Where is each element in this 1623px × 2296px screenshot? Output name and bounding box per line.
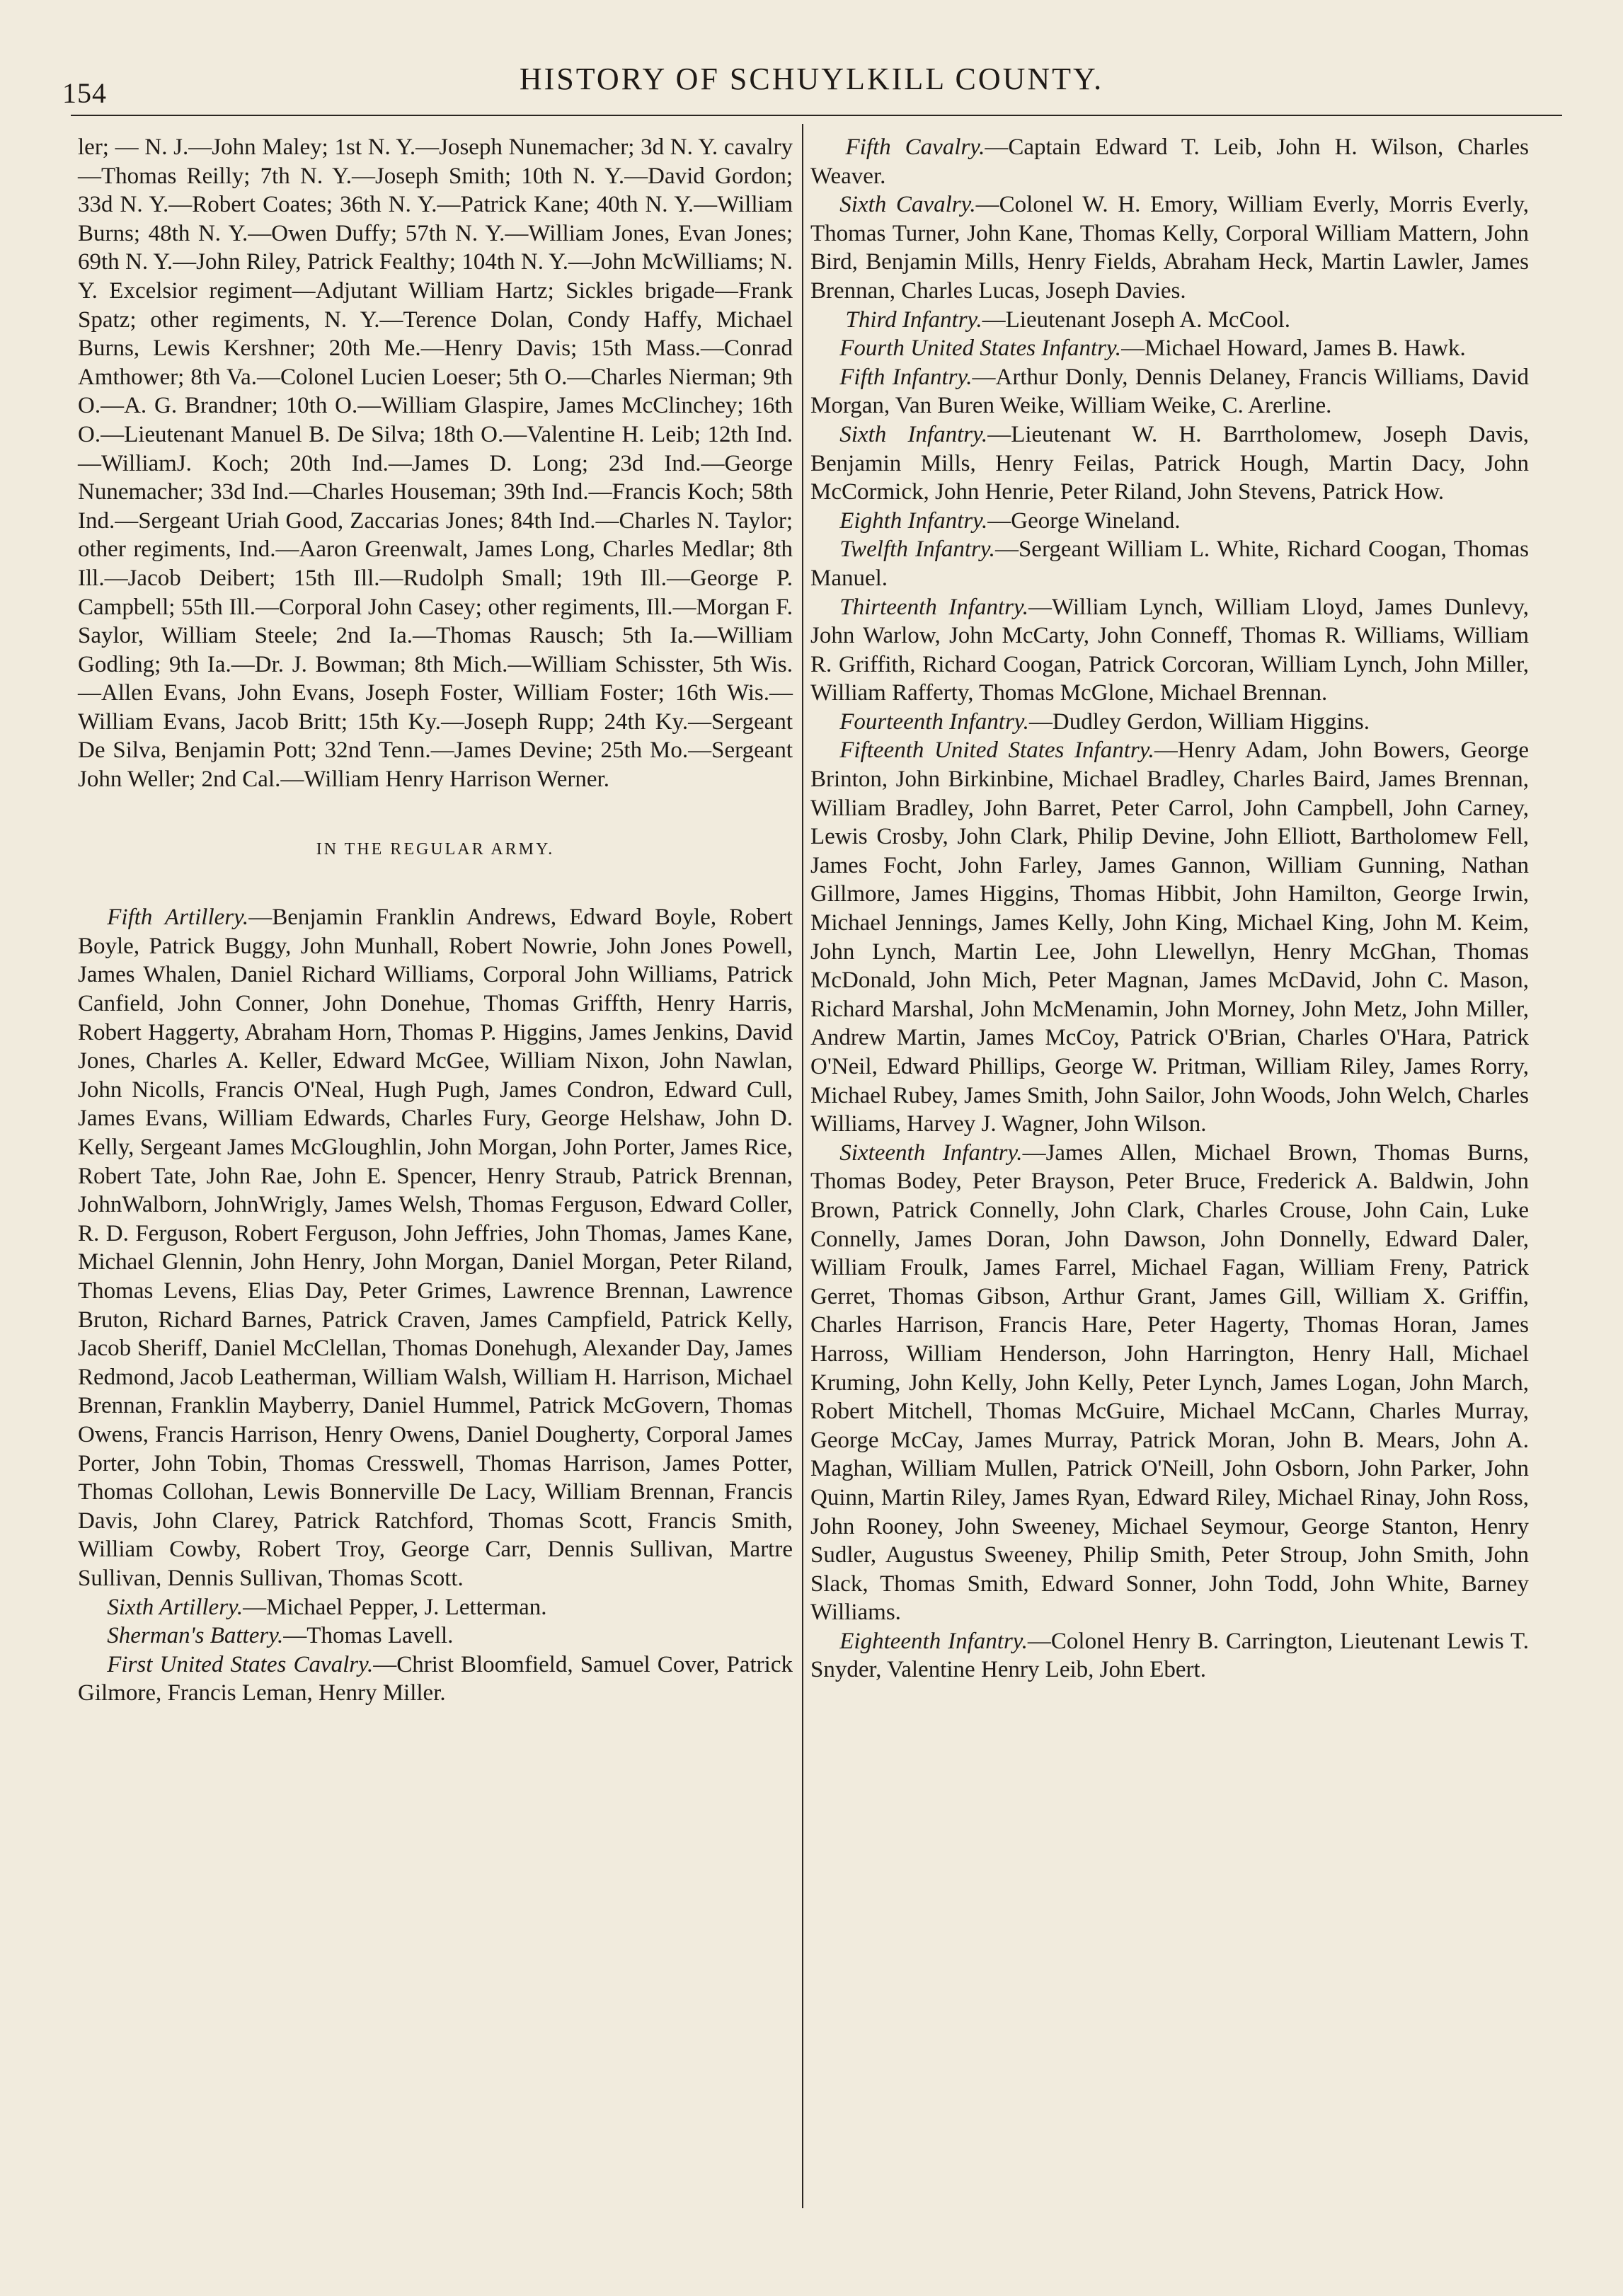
thirteenth-infantry-entry [810,593,1529,708]
header-rule [71,115,1562,116]
sixth-infantry-title: Sixth Infantry. [839,421,988,447]
fifth-artillery-entry [78,903,793,1592]
fifth-cavalry-title: Fifth Cavalry. [845,134,985,160]
eighteenth-infantry-names: —Colonel Henry B. Carrington, Lieutenant Lewis T. Snyder, Valentine Henry Leib, John Ebert. [810,1628,1530,1683]
fifth-cavalry-entry [810,133,1529,190]
column-divider [802,124,803,2208]
first-us-cavalry-entry [78,1651,793,1708]
fourth-us-infantry-entry [810,334,1529,363]
sixth-cavalry-title: Sixth Cavalry. [839,192,976,218]
fourteenth-infantry-names: —Dudley Gerdon, William Higgins. [1028,708,1370,735]
sixth-infantry-entry [810,420,1529,507]
section-heading: IN THE REGULAR ARMY. [316,839,555,859]
fifth-cavalry-names: —Captain Edward T. Leib, John H. Wilson, Charles Weaver. [810,134,1529,189]
thirteenth-infantry-names: —William Lynch, William Lloyd, James Dunlevy, John Warlow, John McCarty, John Conneff, Thomas R. Williams, William R. Griffith, Richard Coogan, Patrick Corcoran, William Lynch, John Miller, William Rafferty, Thomas McGlone, Michael Brennan. [810,594,1529,706]
sixth-artillery-names: —Michael Pepper, J. Letterman. [243,1594,547,1620]
eighth-infantry-names: —George Wineland. [987,507,1181,534]
right-column [810,133,1529,1684]
fourth-us-infantry-title: Fourth United States Infantry. [839,335,1122,362]
twelfth-infantry-names: —Sergeant William L. White, Richard Coogan, Thomas Manuel. [810,536,1530,591]
first-us-cavalry-title: First United States Cavalry. [107,1651,374,1677]
eighth-infantry-entry [810,507,1529,536]
running-title: HISTORY OF SCHUYLKILL COUNTY. [519,62,1104,96]
twelfth-infantry-entry [810,535,1529,592]
third-infantry-names: —Lieutenant Joseph A. McCool. [982,306,1291,333]
state-regiments-paragraph: ler; — N. J.—John Maley; 1st N. Y.—Joseph Nunemacher; 3d N. Y. cavalry—Thomas Reilly; 7th N. Y.—Joseph Smith; 10th N. Y.—David Gordon; 33d N. Y.—Robert Coates; 36th N. Y.—Patrick Kane; 40th N. Y.—William Burns; 48th N. Y.—Owen Duffy; 57th N. Y.—William Jones, Evan Jones; 69th N. Y.—John Riley, Patrick Fealthy; 104th N. Y.—John McWilliams; N. Y. Excelsior regiment—Adjutant William Hartz; Sickles brigade—Frank Spatz; other regiments, N. Y.—Terence Dolan, Condy Haffy, Michael Burns, Lewis Kershner; 20th Me.—Henry Davis; 15th Mass.—Conrad Amthower; 8th Va.—Colonel Lucien Loeser; 5th O.—Charles Nierman; 9th O.—A. G. Brandner; 10th O.—William Glaspire, James McClinchey; 16th O.—Lieutenant Manuel B. De Silva; 18th O.—Valentine H. Leib; 12th Ind.—WilliamJ. Koch; 20th Ind.—James D. Long; 23d Ind.—George Nunemacher; 33d Ind.—Charles Houseman; 39th Ind.—Francis Koch; 58th Ind.—Sergeant Uriah Good, Zaccarias Jones; 84th Ind.—Charles N. Taylor; other regiments, Ind.—Aaron Greenwalt, James Long, Charles Medlar; 8th Ill.—Jacob Deibert; 15th Ill.—Rudolph Small; 19th Ill.—George P. Campbell; 55th Ill.—Corporal John Casey; other regiments, Ill.—Morgan F. Saylor, William Steele; 2nd Ia.—Thomas Rausch; 5th Ia.—William Godling; 9th Ia.—Dr. J. Bowman; 8th Mich.—William Schisster, 5th Wis.—Allen Evans, John Evans, Joseph Foster, William Foster; 16th Wis.—William Evans, Jacob Britt; 15th Ky.—Joseph Rupp; 24th Ky.—Sergeant De Silva, Benjamin Pott; 32nd Tenn.—James Devine; 25th Mo.—Sergeant John Weller; 2nd Cal.—William Henry Harrison Werner. [78,134,793,793]
third-infantry-title: Third Infantry. [845,306,982,333]
thirteenth-infantry-title: Thirteenth Infantry. [839,594,1029,620]
eighteenth-infantry-entry [810,1627,1529,1684]
shermans-battery-title: Sherman's Battery. [107,1623,284,1649]
fifteenth-us-infantry-names: —Henry Adam, John Bowers, George Brinton, John Birkinbine, Michael Bradley, Charles Baird, James Brennan, William Bradley, John Barret, Peter Carrol, John Campbell, John Carney, Lewis Crosby, John Clark, Philip Devine, John Elliott, Bartholomew Fell, James Focht, John Farley, James Gannon, William Gunning, Nathan Gillmore, James Higgins, Thomas Hibbit, John Hamilton, George Irwin, Michael Jennings, James Kelly, John King, Michael King, John M. Keim, John Lynch, Martin Lee, John Llewellyn, Henry McGhan, Thomas McDonald, John Mich, Peter Magnan, James McDavid, John C. Mason, Richard Marshal, John McMenamin, John Morney, John Metz, John Miller, Andrew Martin, James McCoy, Patrick O'Brian, Charles O'Hara, Patrick O'Neil, Edward Phillips, George W. Pritman, William Riley, James Rorry, Michael Rubey, James Smith, John Sailor, John Woods, John Welch, Charles Williams, Harvey J. Wagner, John Wilson. [810,737,1530,1137]
twelfth-infantry-title: Twelfth Infantry. [839,536,995,563]
left-column [78,133,793,1708]
fifth-infantry-entry [810,363,1529,420]
first-us-cavalry-names: —Christ Bloomfield, Samuel Cover, Patrick Gilmore, Francis Leman, Henry Miller. [78,1651,793,1706]
sixteenth-infantry-title: Sixteenth Infantry. [839,1140,1023,1166]
fifteenth-us-infantry-entry [810,736,1529,1138]
sixth-artillery-entry [78,1593,793,1622]
page-number: 154 [62,77,107,109]
sixteenth-infantry-names: —James Allen, Michael Brown, Thomas Burns, Thomas Bodey, Peter Brayson, Peter Bruce, Frederick A. Baldwin, John Brown, Patrick Connelly, John Clark, Charles Crouse, John Cain, Luke Connelly, James Doran, John Dawson, John Donnelly, Edward Daler, William Froulk, James Farrel, Michael Fagan, William Freny, Patrick Gerret, Thomas Gibson, Arthur Grant, James Gill, William X. Griffin, Charles Harrison, Francis Hare, Peter Hagerty, Thomas Horan, James Harross, William Henderson, John Harrington, Henry Hall, Michael Kruming, John Kelly, John Kelly, Peter Lynch, James Logan, John March, Robert Mitchell, Thomas McGuire, Michael McCann, Charles Murray, George McCay, James Murray, Patrick Moran, John B. Mears, John A. Maghan, William Mullen, Patrick O'Neill, John Osborn, John Parker, John Quinn, Martin Riley, James Ryan, Edward Riley, Michael Rinay, John Ross, John Rooney, John Sweeney, Michael Seymour, George Stanton, Henry Sudler, Augustus Sweeney, Philip Smith, Peter Stroup, John Smith, John Slack, Thomas Smith, Edward Sonner, John Todd, John White, Barney Williams. [810,1140,1530,1626]
sixth-artillery-title: Sixth Artillery. [107,1594,243,1620]
fourth-us-infantry-names: —Michael Howard, James B. Hawk. [1121,335,1466,362]
shermans-battery-names: —Thomas Lavell. [283,1623,454,1649]
sixth-cavalry-names: —Colonel W. H. Emory, William Everly, Morris Everly, Thomas Turner, John Kane, Thomas Kelly, Corporal William Mattern, John Bird, Benjamin Mills, Henry Fields, Abraham Heck, Martin Lawler, James Brennan, Charles Lucas, Joseph Davies. [810,192,1529,304]
third-infantry-entry [810,306,1529,335]
fourteenth-infantry-entry [810,708,1529,737]
shermans-battery-entry [78,1621,793,1651]
sixth-cavalry-entry [810,190,1529,305]
sixth-infantry-names: —Lieutenant W. H. Barrtholomew, Joseph Davis, Benjamin Mills, Henry Feilas, Patrick Hough, Martin Dacy, John McCormick, John Henrie, Peter Riland, John Stevens, Patrick How. [810,421,1529,505]
fourteenth-infantry-title: Fourteenth Infantry. [839,708,1029,735]
fifth-infantry-title: Fifth Infantry. [839,364,973,390]
fifth-artillery-names: —Benjamin Franklin Andrews, Edward Boyle, Robert Boyle, Patrick Buggy, John Munhall, Robert Nowrie, John Jones Powell, James Whalen, Daniel Richard Williams, Corporal John Williams, Patrick Canfield, John Conner, John Donehue, Thomas Griffth, Henry Harris, Robert Haggerty, Abraham Horn, Thomas P. Higgins, James Jenkins, David Jones, Charles A. Keller, Edward McGee, William Nixon, John Nawlan, John Nicolls, Francis O'Neal, Hugh Pugh, James Condron, Edward Cull, James Evans, William Edwards, Charles Fury, George Helshaw, John D. Kelly, Sergeant James McGloughlin, John Morgan, John Porter, James Rice, Robert Tate, John Rae, John E. Spencer, Henry Straub, Patrick Brennan, JohnWalborn, JohnWrigly, James Welsh, Thomas Ferguson, Edward Coller, R. D. Ferguson, Robert Ferguson, John Jeffries, John Thomas, James Kane, Michael Glennin, John Henry, John Morgan, Daniel Morgan, Peter Riland, Thomas Levens, Elias Day, Peter Grimes, Lawrence Brennan, Lawrence Bruton, Richard Barnes, Patrick Craven, James Campfield, Patrick Kelly, Jacob Sheriff, Daniel McClellan, Thomas Donehugh, Alexander Day, James Redmond, Jacob Leatherman, William Walsh, William H. Harrison, Michael Brennan, Franklin Mayberry, Daniel Hummel, Patrick McGovern, Thomas Owens, Francis Harrison, Henry Owens, Daniel Dougherty, Corporal James Porter, John Tobin, Thomas Cresswell, Thomas Harrison, James Potter, Thomas Collohan, Lewis Bonnerville De Lacy, William Brennan, Francis Davis, John Clarey, Patrick Ratchford, Thomas Scott, Francis Smith, William Cowby, Robert Troy, George Carr, Dennis Sullivan, Martre Sullivan, Dennis Sullivan, Thomas Scott. [78,905,793,1591]
fifteenth-us-infantry-title: Fifteenth United States Infantry. [839,737,1154,764]
fifth-infantry-names: —Arthur Donly, Dennis Delaney, Francis Williams, David Morgan, Van Buren Weike, William Weike, C. Arerline. [810,364,1529,419]
sixteenth-infantry-entry [810,1139,1529,1627]
eighth-infantry-title: Eighth Infantry. [839,507,988,534]
eighteenth-infantry-title: Eighteenth Infantry. [839,1628,1028,1654]
fifth-artillery-title: Fifth Artillery. [107,905,249,931]
